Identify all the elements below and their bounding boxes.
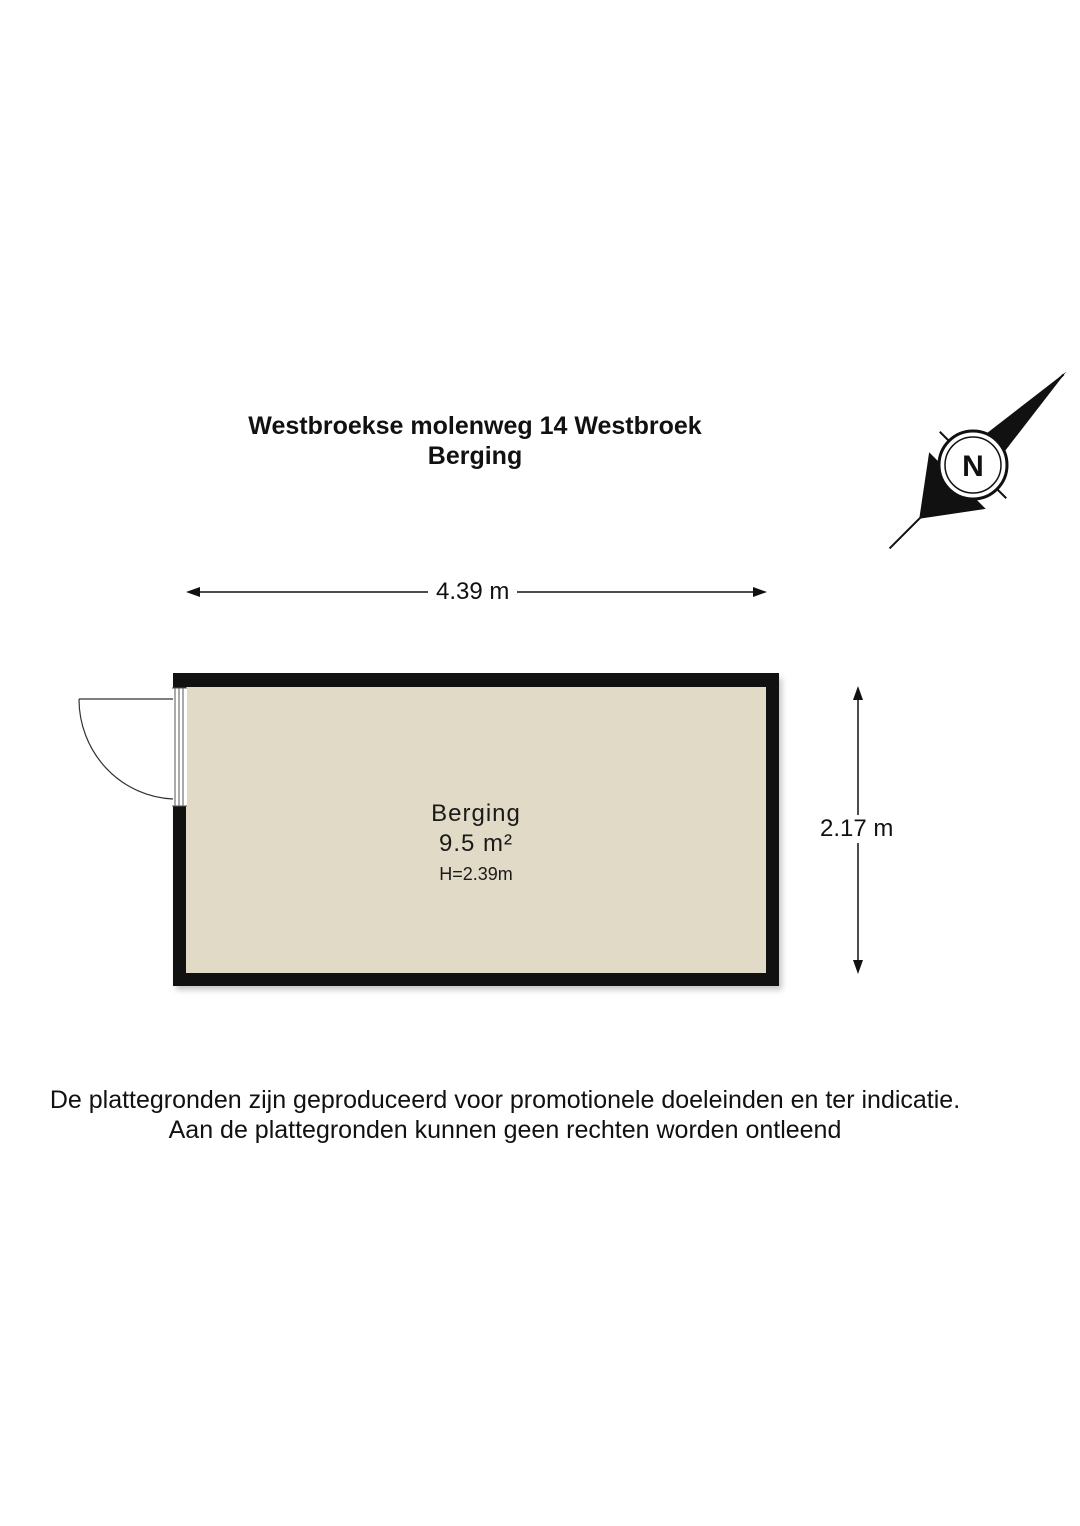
door [79,688,187,806]
room-name: Berging [431,800,521,827]
floor-subtitle: Berging [427,442,523,470]
north-arrow-icon [856,338,1080,581]
depth-label: 2.17 m [812,815,901,843]
compass-label: N [962,450,984,483]
width-label: 4.39 m [428,578,517,606]
disclaimer-line-2: Aan de plattegronden kunnen geen rechten worden ontleend [168,1116,842,1144]
room-height: H=2.39m [439,864,513,884]
room-area: 9.5 m² [438,830,513,857]
address-title: Westbroekse molenweg 14 Westbroek [248,412,702,440]
door-swing-arc [79,699,173,799]
disclaimer-line-1: De plattegronden zijn geproduceerd voor promotionele doeleinden en ter indicatie. [49,1086,961,1114]
disclaimer [0,1085,1010,1145]
